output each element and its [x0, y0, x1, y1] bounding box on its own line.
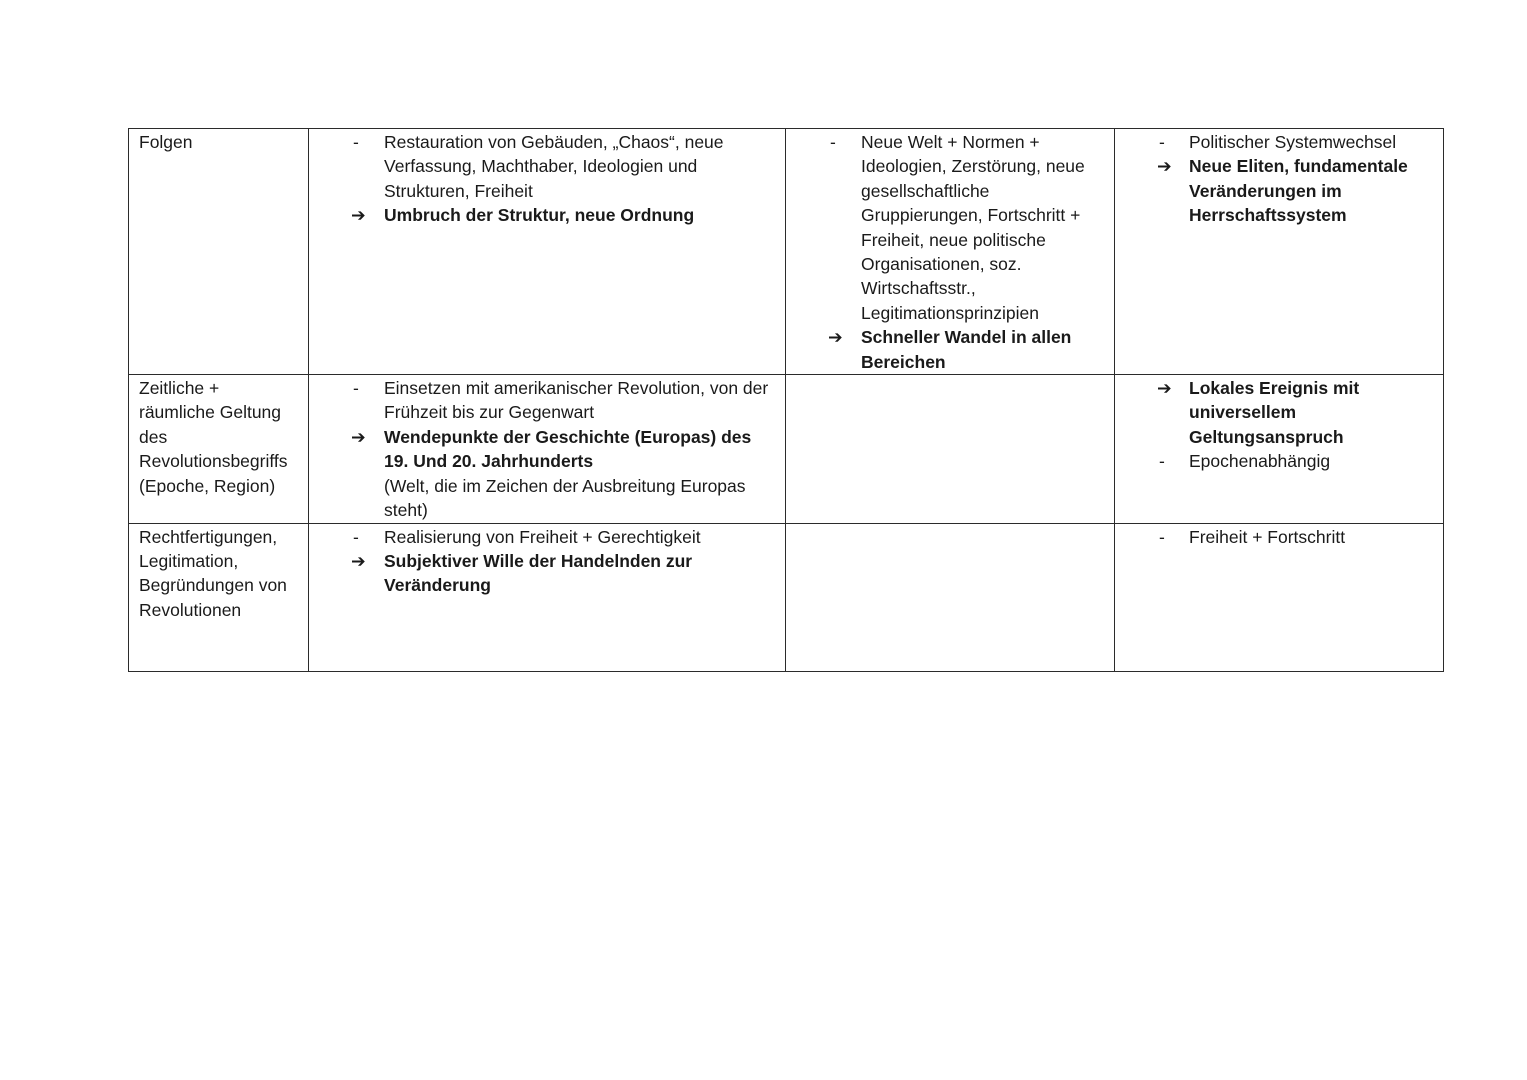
item-text: Freiheit + Fortschritt [1189, 526, 1346, 547]
table-cell [1115, 375, 1444, 523]
list-item [319, 549, 775, 598]
row-label-cell [129, 129, 309, 375]
item-list [1125, 525, 1433, 549]
list-item [1125, 376, 1433, 449]
row-label-cell [129, 523, 309, 671]
list-item [1125, 130, 1433, 154]
arrow-right-icon: ➔ [828, 327, 843, 348]
list-item [796, 130, 1104, 325]
item-list [796, 130, 1104, 374]
comparison-table [128, 128, 1444, 672]
item-text: Schneller Wandel in allen Bereichen [861, 327, 1072, 372]
item-list [1125, 376, 1433, 474]
list-item [319, 425, 775, 474]
row-label: Zeitliche + räumliche Geltung des Revolutionsbegriffs (Epoche, Region) [139, 378, 288, 496]
item-list [1125, 130, 1433, 228]
list-item [319, 130, 775, 203]
row-label: Rechtfertigungen, Legitimation, Begründungen von Revolutionen [139, 526, 287, 620]
item-text: (Welt, die im Zeichen der Ausbreitung Europas steht) [384, 475, 746, 521]
table-cell-empty [786, 375, 1115, 523]
table-cell [309, 375, 786, 523]
arrow-right-icon: ➔ [1157, 156, 1172, 177]
item-text: Einsetzen mit amerikanischer Revolution, von der Frühzeit bis zur Gegenwart [384, 378, 769, 423]
list-item [796, 325, 1104, 374]
list-item [319, 525, 775, 549]
list-item [1125, 449, 1433, 473]
list-item [319, 376, 775, 425]
arrow-right-icon: ➔ [1157, 378, 1172, 399]
arrow-right-icon: ➔ [351, 426, 366, 447]
item-text: Neue Welt + Normen + Ideologien, Zerstörung, neue gesellschaftliche Gruppierungen, Fortschritt + Freiheit, neue politische Organisationen, soz. Wirtschaftsstr., Legitimationsprinzipien [861, 132, 1085, 323]
table-row-rechtfertigungen [129, 523, 1444, 671]
item-text: Umbruch der Struktur, neue Ordnung [384, 205, 695, 226]
table-cell [1115, 129, 1444, 375]
dash-marker: - [353, 526, 359, 547]
item-list [319, 130, 775, 228]
arrow-right-icon: ➔ [351, 205, 366, 226]
list-item [319, 203, 775, 227]
row-label: Folgen [139, 132, 193, 152]
table-cell-empty [786, 523, 1115, 671]
item-text: Wendepunkte der Geschichte (Europas) des 19. Und 20. Jahrhunderts [384, 426, 752, 472]
item-list [319, 525, 775, 598]
item-text: Restauration von Gebäuden, „Chaos“, neue Verfassung, Machthaber, Ideologien und Strukturen, Freiheit [384, 132, 724, 201]
item-text: Lokales Ereignis mit universellem Geltungsanspruch [1189, 378, 1360, 447]
table-row-folgen [129, 129, 1444, 375]
item-list [319, 376, 775, 522]
item-text: Subjektiver Wille der Handelnden zur Veränderung [384, 550, 693, 596]
table-cell [309, 523, 786, 671]
item-text: Epochenabhängig [1189, 451, 1331, 472]
dash-marker: - [353, 378, 359, 399]
item-text: Politischer Systemwechsel [1189, 132, 1397, 152]
list-item-continuation [319, 474, 775, 523]
dash-marker: - [1159, 132, 1165, 152]
arrow-right-icon: ➔ [351, 550, 366, 571]
row-label-cell [129, 375, 309, 523]
list-item [1125, 154, 1433, 227]
list-item [1125, 525, 1433, 549]
item-text: Neue Eliten, fundamentale Veränderungen im Herrschaftssystem [1189, 156, 1408, 226]
table-cell [1115, 523, 1444, 671]
table-cell [786, 129, 1115, 375]
table-cell [309, 129, 786, 375]
dash-marker: - [1159, 451, 1165, 472]
item-text: Realisierung von Freiheit + Gerechtigkeit [384, 526, 701, 547]
table-row-geltung [129, 375, 1444, 523]
dash-marker: - [830, 132, 836, 152]
dash-marker: - [353, 132, 359, 152]
dash-marker: - [1159, 526, 1165, 547]
